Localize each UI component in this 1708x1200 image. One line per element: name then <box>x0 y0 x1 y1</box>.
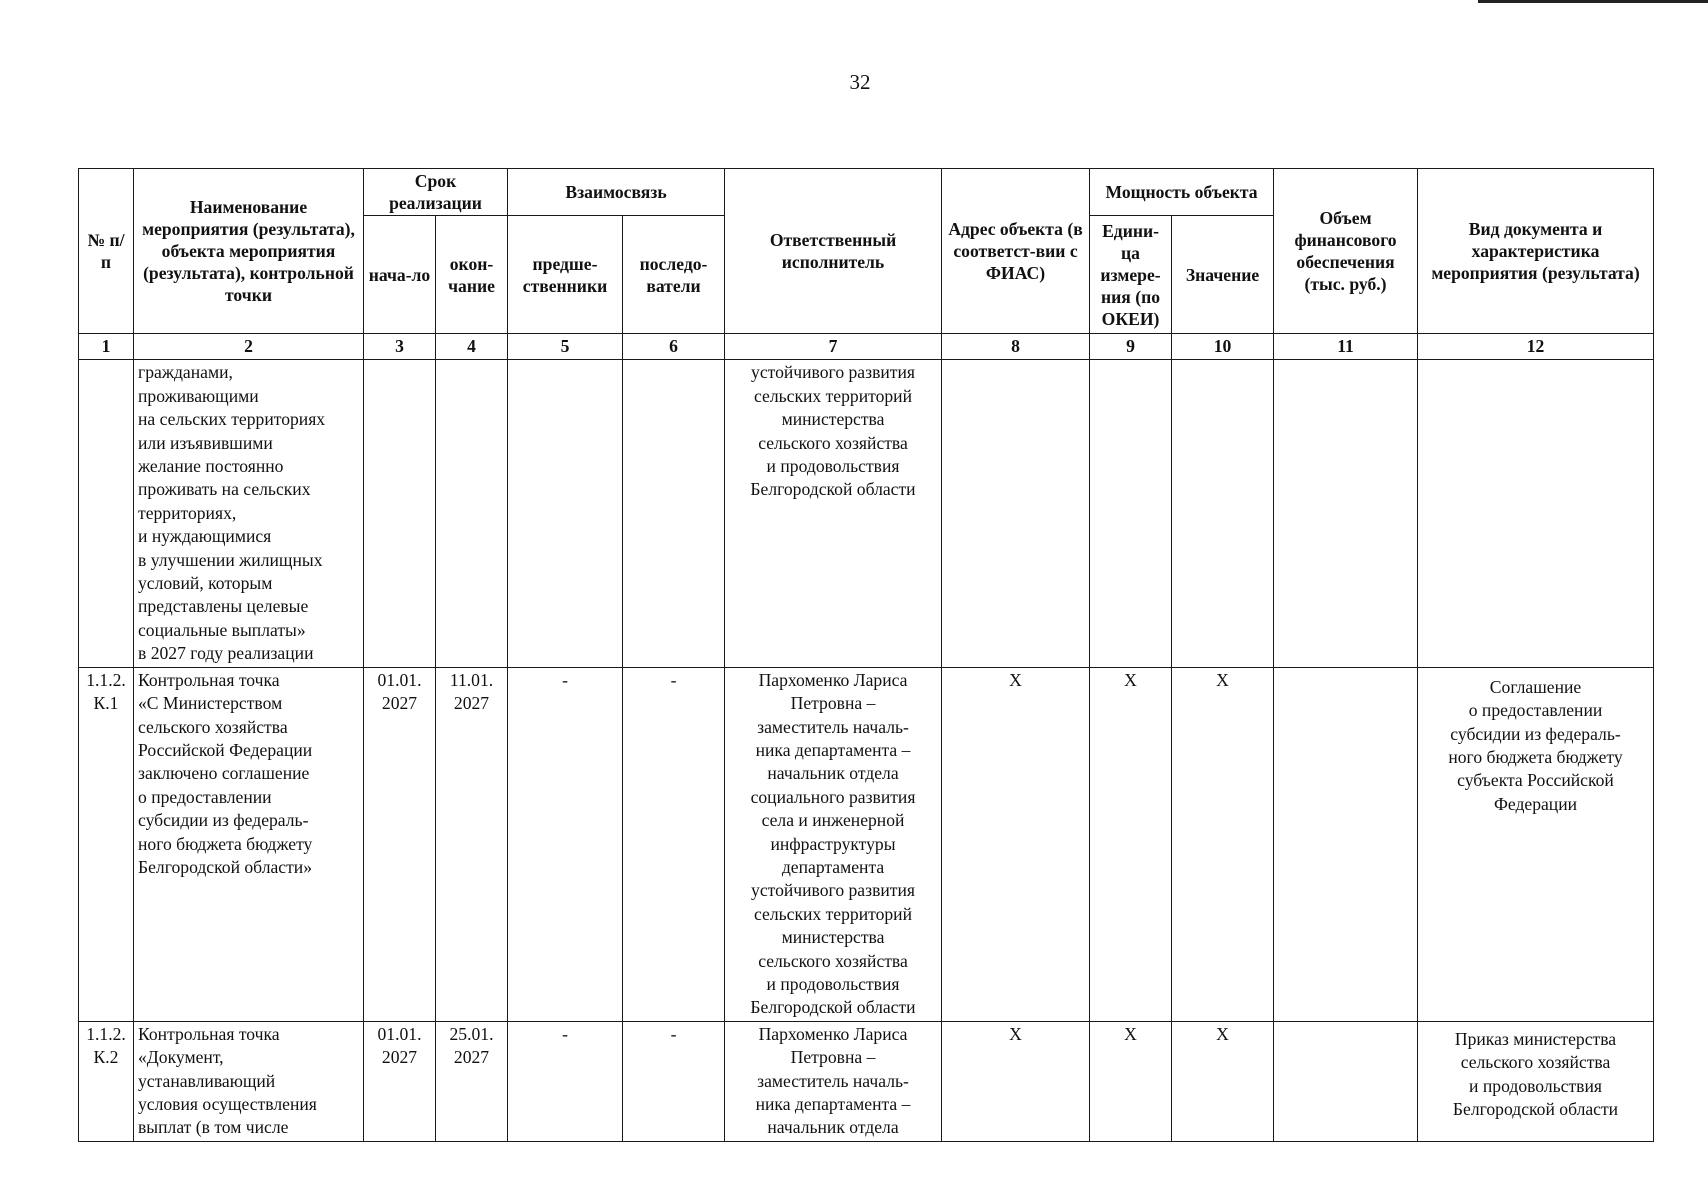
header-capacity-value: Значение <box>1172 216 1274 334</box>
row-name: Контрольная точка «С Министерством сельского хозяйства Российской Федерации заключено соглашение о предоставлении субсидии из федераль- ного бюджета бюджету Белгородской области» <box>134 667 364 1021</box>
row-responsible: устойчивого развития сельских территорий министерства сельского хозяйства и продовольствия Белгородской области <box>725 360 942 667</box>
header-period-start: нача-ло <box>364 216 436 334</box>
row-number <box>79 360 134 667</box>
row-responsible: Пархоменко Лариса Петровна – заместитель началь- ника департамента – начальник отдела <box>725 1021 942 1141</box>
plan-table <box>78 168 1654 1142</box>
row-name: Контрольная точка «Документ, устанавливающий условия осуществления выплат (в том числе <box>134 1021 364 1141</box>
header-responsible: Ответственный исполнитель <box>725 169 942 334</box>
row-unit: X <box>1090 667 1172 1021</box>
column-number: 3 <box>364 334 436 360</box>
header-document: Вид документа и характеристика мероприятия (результата) <box>1418 169 1654 334</box>
row-value: X <box>1172 1021 1274 1141</box>
table-row <box>79 667 1654 1021</box>
header-finance: Объем финансового обеспечения (тыс. руб.) <box>1274 169 1418 334</box>
row-address <box>942 360 1090 667</box>
row-document <box>1418 360 1654 667</box>
row-address: X <box>942 1021 1090 1141</box>
row-end: 25.01. 2027 <box>436 1021 508 1141</box>
scan-corner-line <box>1478 0 1708 3</box>
row-document: Приказ министерства сельского хозяйства и продовольствия Белгородской области <box>1418 1021 1654 1141</box>
column-number: 10 <box>1172 334 1274 360</box>
header-period: Срок реализации <box>364 169 508 216</box>
header-relation-next: последо-ватели <box>623 216 725 334</box>
column-number: 7 <box>725 334 942 360</box>
header-relation: Взаимосвязь <box>508 169 725 216</box>
row-value: X <box>1172 667 1274 1021</box>
row-responsible: Пархоменко Лариса Петровна – заместитель началь- ника департамента – начальник отдела социального развития села и инженерной инфраструктуры департамента устойчивого развития сельских территорий министерства сельского хозяйства и продовольствия Белгородской области <box>725 667 942 1021</box>
row-start: 01.01. 2027 <box>364 1021 436 1141</box>
row-next <box>623 360 725 667</box>
row-finance <box>1274 1021 1418 1141</box>
column-number: 12 <box>1418 334 1654 360</box>
row-unit <box>1090 360 1172 667</box>
column-number: 1 <box>79 334 134 360</box>
row-end: 11.01. 2027 <box>436 667 508 1021</box>
table-row <box>79 360 1654 667</box>
header-address: Адрес объекта (в соответст-вии с ФИАС) <box>942 169 1090 334</box>
column-number: 5 <box>508 334 623 360</box>
column-number: 6 <box>623 334 725 360</box>
row-next: - <box>623 667 725 1021</box>
column-number: 8 <box>942 334 1090 360</box>
header-no: № п/п <box>79 169 134 334</box>
row-start: 01.01. 2027 <box>364 667 436 1021</box>
column-number: 4 <box>436 334 508 360</box>
header-capacity-unit: Едини-ца измере-ния (по ОКЕИ) <box>1090 216 1172 334</box>
row-prev <box>508 360 623 667</box>
row-finance <box>1274 360 1418 667</box>
row-number: 1.1.2. К.1 <box>79 667 134 1021</box>
row-value <box>1172 360 1274 667</box>
header-relation-prev: предше-ственники <box>508 216 623 334</box>
row-name: гражданами, проживающими на сельских территориях или изъявившими желание постоянно проживать на сельских территориях, и нуждающимися в улучшении жилищных условий, которым представлены целевые социальные выплаты» в 2027 году реализации <box>134 360 364 667</box>
table-row <box>79 1021 1654 1141</box>
column-number: 2 <box>134 334 364 360</box>
row-document: Соглашение о предоставлении субсидии из федераль- ного бюджета бюджету субъекта Российской Федерации <box>1418 667 1654 1021</box>
header-capacity: Мощность объекта <box>1090 169 1274 216</box>
header-name: Наименование мероприятия (результата), объекта мероприятия (результата), контрольной точки <box>134 169 364 334</box>
row-prev: - <box>508 667 623 1021</box>
column-number: 9 <box>1090 334 1172 360</box>
column-number-row <box>79 334 1654 360</box>
row-unit: X <box>1090 1021 1172 1141</box>
column-number: 11 <box>1274 334 1418 360</box>
row-finance <box>1274 667 1418 1021</box>
row-start <box>364 360 436 667</box>
row-prev: - <box>508 1021 623 1141</box>
row-end <box>436 360 508 667</box>
row-next: - <box>623 1021 725 1141</box>
header-period-end: окон-чание <box>436 216 508 334</box>
row-address: X <box>942 667 1090 1021</box>
page-number: 32 <box>849 70 871 94</box>
row-number: 1.1.2. К.2 <box>79 1021 134 1141</box>
